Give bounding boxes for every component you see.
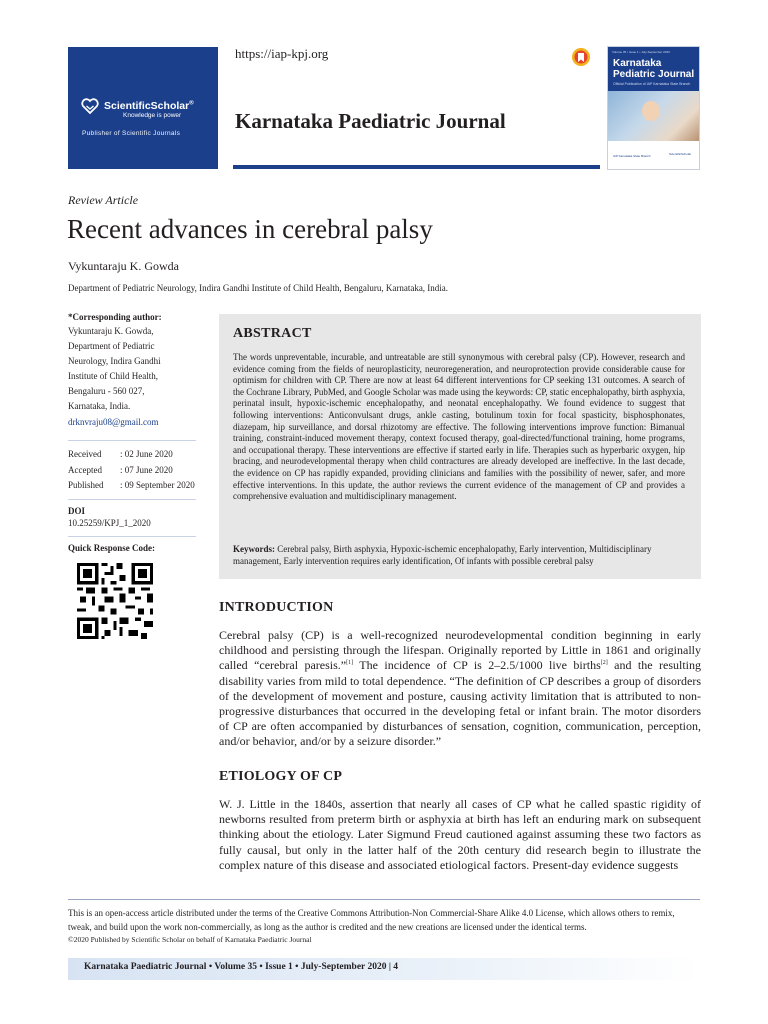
sidebar-divider <box>68 499 196 500</box>
journal-title: Karnataka Paediatric Journal <box>235 109 506 133</box>
cover-photo <box>608 91 700 141</box>
section-heading-introduction: INTRODUCTION <box>219 600 334 615</box>
journal-cover-thumbnail <box>607 46 700 170</box>
author-email-link[interactable]: drknvraju08@gmail.com <box>68 417 159 427</box>
keywords-list: Cerebral palsy, Birth asphyxia, Hypoxic-ischemic encephalopathy, Early intervention, Multidisciplinary management, Early intervention requires early identification, Of infants with possible cerebral palsy <box>233 544 652 566</box>
license-notice: This is an open-access article distributed under the terms of the Creative Commons Attribution-Non Commercial-Share Alike 4.0 License, which allows others to remix, tweak, and build upon the work non-commercially, as long as the author is credited and the new creations are licensed under the identical terms. <box>68 908 675 932</box>
bookmark-ribbon-icon[interactable] <box>571 47 591 67</box>
article-dates <box>68 447 195 494</box>
journal-url-link[interactable]: https://iap-kpj.org <box>235 46 329 61</box>
publisher-subtitle: Publisher of Scientific Journals <box>82 130 181 137</box>
publisher-tagline: Knowledge is power <box>123 112 182 119</box>
doi-label: DOI <box>68 506 86 516</box>
doi-value[interactable]: 10.25259/KPJ_1_2020 <box>68 518 151 528</box>
footer-divider <box>68 899 700 900</box>
qr-code-label: Quick Response Code: <box>68 543 156 553</box>
copyright-notice: ©2020 Published by Scientific Scholar on behalf of Karnataka Paediatric Journal <box>68 935 312 944</box>
author-name: Vykuntaraju K. Gowda <box>68 259 179 273</box>
header-divider <box>233 165 600 169</box>
abstract-heading: ABSTRACT <box>233 326 312 341</box>
abstract-box <box>219 314 701 579</box>
received-date: Received : 02 June 2020 <box>68 449 173 459</box>
publisher-name: ScientificScholar® <box>104 100 194 112</box>
section-heading-etiology: ETIOLOGY OF CP <box>219 769 343 784</box>
cover-issue-line: Volume 35 • Issue 1 • July-September 2020 <box>612 50 670 54</box>
citation-footer-text: Karnataka Paediatric Journal • Volume 35 • Issue 1 • July-September 2020 | 4 <box>84 962 399 972</box>
accepted-date: Accepted : 07 June 2020 <box>68 464 173 475</box>
introduction-paragraph: Cerebral palsy (CP) is a well-recognized neurodevelopmental condition beginning in early childhood and persisting through the lifespan. Originally reported by Little in 1861 and originally called “cerebral paresis.”[1] The incidence of CP is 2–2.5/1000 live births[2] and the resulting disability varies from mild to total dependence. “The definition of CP describes a group of disorders of the development of movement and posture, causing activity limitation that is attributed to non-progressive disturbances that occurred in the developing fetal or infant brain. The motor disorders of CP are often accompanied by disturbances of sensation, cognition, communication, perception, and/or behavior, and/or by a seizure disorder.” <box>219 628 701 749</box>
citation-footer-bar <box>68 958 700 980</box>
published-date: Published : 09 September 2020 <box>68 480 195 490</box>
keywords <box>233 543 685 567</box>
etiology-paragraph: W. J. Little in the 1840s, assertion that nearly all cases of CP what he called spastic rigidity of newborns resulted from preterm birth or asphyxia at birth has left an enduring mark on subsequent thinking about the etiology. Later Sigmund Freud cautioned against assuming these two factors as fully causal, but only in the latter half of the 20th century did research begin to illustrate the complex nature of this disease and associated etiological factors. Present-day evidence suggests <box>219 797 701 872</box>
citation-ref-1[interactable]: [1] <box>346 660 354 667</box>
article-title: Recent advances in cerebral palsy <box>67 214 433 244</box>
citation-ref-2[interactable]: [2] <box>600 660 608 667</box>
sidebar-divider <box>68 536 196 537</box>
article-type: Review Article <box>68 193 139 207</box>
cover-title: Karnataka Pediatric Journal <box>613 58 695 80</box>
cover-footer: IAP Karnataka State Branch ScientificScholar <box>608 141 700 170</box>
author-affiliation: Department of Pediatric Neurology, Indira Gandhi Institute of Child Health, Bengaluru, Karnataka, India. <box>68 283 449 293</box>
corresponding-author-details: Vykuntaraju K. Gowda, Department of Pediatric Neurology, Indira Gandhi Institute of Child Health, Bengaluru - 560 027, Karnataka, India. <box>68 326 161 411</box>
corresponding-author-label: *Corresponding author: <box>68 312 162 322</box>
qr-code-icon[interactable] <box>77 563 153 639</box>
cover-subtitle: Official Publication of IAP Karnataka State Branch <box>613 82 691 86</box>
sidebar-divider <box>68 440 196 441</box>
publisher-logo-box <box>68 47 218 169</box>
heart-book-icon <box>80 96 100 116</box>
keywords-label: Keywords: <box>233 544 275 554</box>
abstract-text: The words unpreventable, incurable, and untreatable are still synonymous with cerebral palsy (CP). However, research and evidence coming from the fields of neuroplasticity, neuroregeneration, and neuroprotection provide considerable cause for optimism for children with CP. There are now at least 64 different interventions for CP seeking 131 outcomes. A search of the Cochrane Library, PubMed, and Google Scholar was made using the keywords: CP, static encephalopathy, birth asphyxia, perinatal insult, hypoxic-ischemic encephalopathy, and neonatal encephalopathy. We found evidence to suggest that following interventions: Anticonvulsant drugs, ankle casting, botulinum toxin for focal spasticity, bisphosphonates, diazepam, hip surveillance, and dorsal rhizotomy are effective. The following interventions improve function: Bimanual training, constraint-induced movement therapy, context focused therapy, goal-directed/functional training, home programs, and occupational therapy. These interventions are effective if started early in life. Therapies such as hyperbaric oxygen, hip bracing, and neurodevelopmental therapy when child contractures are already developed are ineffective. In the last decade, the evidence on CP has rapidly expanded, providing clinicians and families with the possibility of newer, safer, and more effective interventions. In this update, the author reviews the current evidence of the management of CP and provides a comprehensive evaluation and multidisciplinary management. <box>233 352 685 502</box>
